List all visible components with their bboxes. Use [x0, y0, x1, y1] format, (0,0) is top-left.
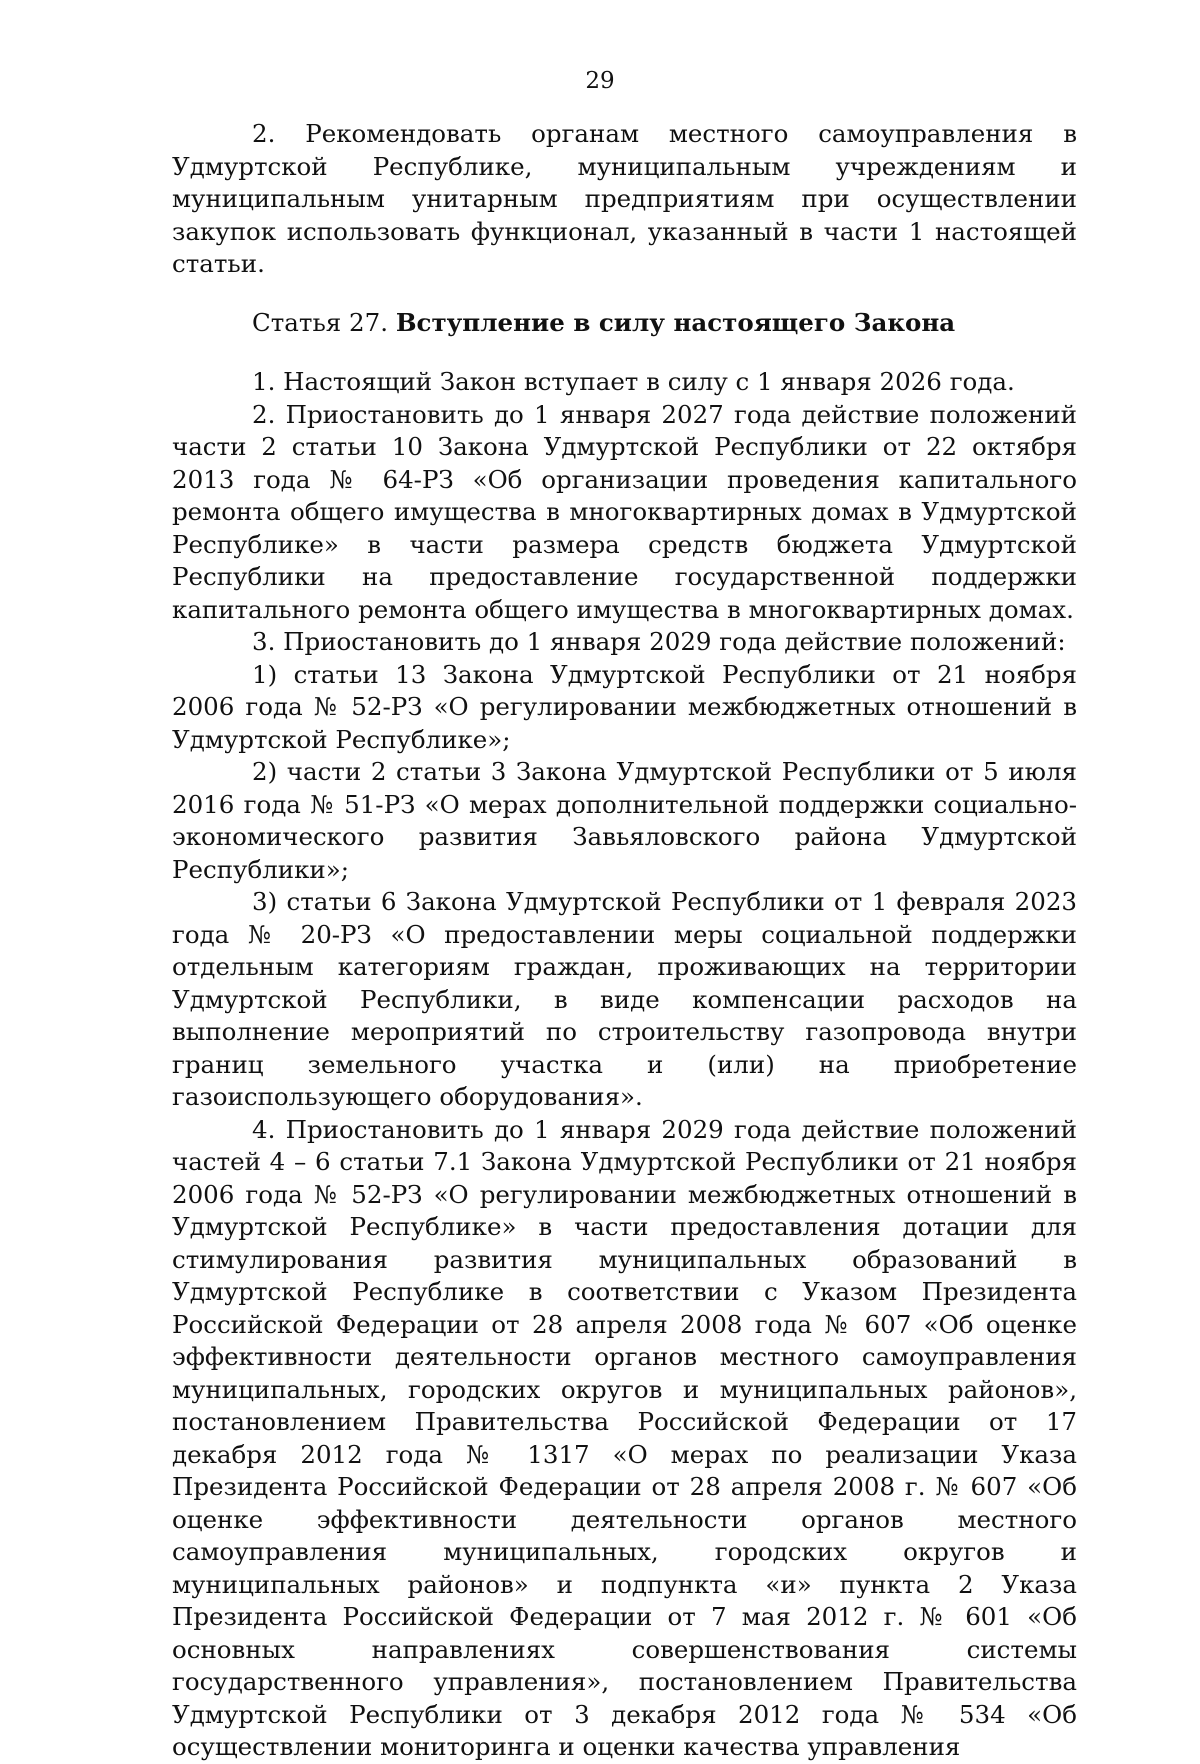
intro-block [172, 118, 1077, 281]
article-number: Статья 27. [252, 307, 389, 337]
page-number: 29 [585, 68, 615, 94]
paragraph-4: 4. Приостановить до 1 января 2029 года действие положений частей 4 – 6 статьи 7.1 Закона Удмуртской Республики от 21 ноября 2006 года № 52-РЗ «О регулировании межбюджетных отношений в Удмуртской Республике» в части предоставления дотации для стимулирования развития муниципальных образований в Удмуртской Республике в соответствии с Указом Президента Российской Федерации от 28 апреля 2008 года № 607 «Об оценке эффективности деятельности органов местного самоуправления муниципальных, городских округов и муниципальных районов», постановлением Правительства Российской Федерации от 17 декабря 2012 года № 1317 «О мерах по реализации Указа Президента Российской Федерации от 28 апреля 2008 г. № 607 «Об оценке эффективности деятельности органов местного самоуправления муниципальных, городских округов и муниципальных районов» и подпункта «и» пункта 2 Указа Президента Российской Федерации от 7 мая 2012 г. № 601 «Об основных направлениях совершенствования системы государственного управления», постановлением Правительства Удмуртской Республики от 3 декабря 2012 года № 534 «Об осуществлении мониторинга и оценки качества управления [172, 1114, 1077, 1761]
paragraph-3-item-1: 1) статьи 13 Закона Удмуртской Республики от 21 ноября 2006 года № 52-РЗ «О регулировании межбюджетных отношений в Удмуртской Республике»; [172, 659, 1077, 754]
article-title: Вступление в силу настоящего Закона [395, 307, 956, 337]
paragraph-recommendation: 2. Рекомендовать органам местного самоуправления в Удмуртской Республике, муниципальным учреждениям и муниципальным унитарным предприятиям при осуществлении закупок использовать функционал, указанный в части 1 настоящей статьи. [172, 119, 1077, 278]
paragraph-2: 2. Приостановить до 1 января 2027 года действие положений части 2 статьи 10 Закона Удмуртской Республики от 22 октября 2013 года № 64-РЗ «Об организации проведения капитального ремонта общего имущества в многоквартирных домах в Удмуртской Республике» в части размера средств бюджета Удмуртской Республики на предоставление государственной поддержки капитального ремонта общего имущества в многоквартирных домах. [172, 399, 1077, 624]
document-body [172, 118, 1077, 1764]
paragraph-3: 3. Приостановить до 1 января 2029 года действие положений: [252, 627, 1066, 656]
article-body [172, 366, 1077, 1764]
paragraph-3-item-3: 3) статьи 6 Закона Удмуртской Республики от 1 февраля 2023 года № 20-РЗ «О предоставлении меры социальной поддержки отдельным категориям граждан, проживающих на территории Удмуртской Республики, в виде компенсации расходов на выполнение мероприятий по строительству газопровода внутри границ земельного участка и (или) на приобретение газоиспользующего оборудования». [172, 887, 1077, 1111]
article-heading [172, 307, 1077, 340]
paragraph-3-item-2: 2) части 2 статьи 3 Закона Удмуртской Республики от 5 июля 2016 года № 51-РЗ «О мерах дополнительной поддержки социально-экономического развития Завьяловского района Удмуртской Республики»; [172, 757, 1077, 884]
paragraph-1: 1. Настоящий Закон вступает в силу с 1 января 2026 года. [252, 367, 1015, 396]
